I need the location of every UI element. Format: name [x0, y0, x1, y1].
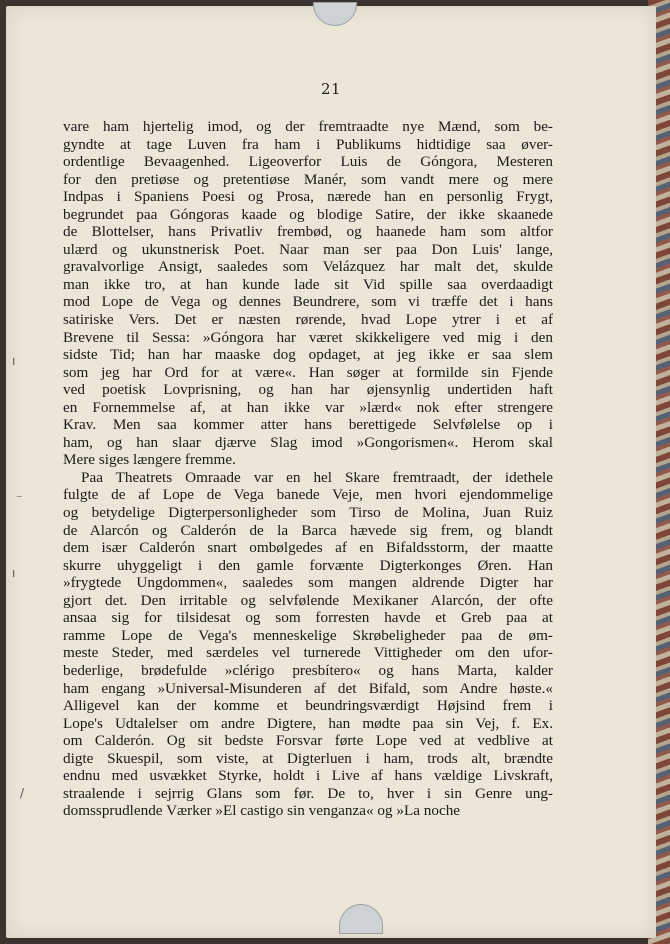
text-line: ulærd og ukunstnerisk Poet. Naar man ser paa Don Luis' lange,: [63, 240, 553, 258]
page-number: 21: [320, 80, 342, 98]
book-page: [6, 6, 656, 938]
text-line: ordentlige Bevaagenhed. Ligeoverfor Luis de Góngora, Mesteren: [63, 153, 553, 171]
page-clip-bottom: [339, 904, 383, 934]
text-line: mod Lope de Vega og dennes Beundrere, som vi træffe det i hans: [63, 293, 553, 311]
text-line: gyndte at tage Luven fra ham i Publikums hidtidige saa øver-: [63, 135, 553, 153]
page-clip-top: [313, 2, 357, 26]
margin-slash: /: [20, 786, 25, 800]
text-line: ham engang »Universal-Misunderen af det Bifald, som Andre høste.«: [63, 679, 553, 697]
text-line: fulgte de af Lope de Vega banede Veje, men hvori ejendommelige: [63, 486, 553, 504]
text-line: de Alarcón og Calderón de la Barca hævede sig frem, og blandt: [63, 521, 553, 539]
text-line: Alligevel kan der komme et beundringsværdigt Højsind frem i: [63, 697, 553, 715]
text-line: digte Skuespil, som viste, at Digterluen i ham, trods alt, brændte: [63, 749, 553, 767]
text-line: satiriske Vers. Det er næsten rørende, hvad Lope ytrer i et af: [63, 311, 553, 329]
body-text: [63, 118, 553, 820]
text-line: man ikke tro, at han kunde lade sit Vid spille saa overdaadigt: [63, 275, 553, 293]
margin-dash: ⁻: [16, 491, 23, 505]
text-line: vare ham hjertelig imod, og der fremtraadte nye Mænd, som be-: [63, 118, 553, 135]
text-line: begrundet paa Góngoras kaade og blodige Satire, der ikke skaanede: [63, 205, 553, 223]
text-line: skurre uhyggeligt i den gamle forvænte Digterkonges Øren. Han: [63, 556, 553, 574]
text-line: Lope's Udtalelser om andre Digtere, han mødte paa sin Vej, f. Ex.: [63, 714, 553, 732]
text-line: de Blottelser, hans Privatliv frembød, og haanede ham som altfor: [63, 223, 553, 241]
text-line: Paa Theatrets Omraade var en hel Skare fremtraadt, der idethele: [81, 468, 553, 486]
text-line: »frygtede Ungdommen«, saaledes som mangen aldrende Digter har: [63, 574, 553, 592]
text-line: for den pretiøse og pretentiøse Manér, som vandt mere og mere: [63, 170, 553, 188]
text-line: en Fornemmelse af, at han ikke var »lærd« nok efter strengere: [63, 398, 553, 416]
text-line: endnu med usvækket Styrke, holdt i Live af hans vældige Livskraft,: [63, 767, 553, 785]
margin-tick: ı: [12, 354, 16, 368]
text-line: gravalvorlige Ansigt, saaledes som Velázquez har malt det, skulde: [63, 258, 553, 276]
text-line: og betydelige Digterpersonligheder som Tirso de Molina, Juan Ruiz: [63, 504, 553, 522]
text-line: ansaa sig for tilsidesat og som forresten havde et Greb paa at: [63, 609, 553, 627]
text-line: ham, og han slaar djærve Slag imod »Gongorismen«. Herom skal: [63, 433, 553, 451]
text-line: om Calderón. Og sit bedste Forsvar førte Lope ved at vedblive at: [63, 732, 553, 750]
text-line: gjort det. Den irritable og selvfølende Mexikaner Alarcón, der ofte: [63, 591, 553, 609]
text-line: ved poetisk Lovprisning, og han har øjensynlig undertiden haft: [63, 381, 553, 399]
text-line: bederlige, brødefulde »clérigo presbítero« og hans Marta, kalder: [63, 661, 553, 679]
text-line: Indpas i Spaniens Poesi og Prosa, nærede han en personlig Frygt,: [63, 188, 553, 206]
text-line: Mere siges længere fremme.: [63, 451, 236, 469]
text-line: Krav. Men saa kommer atter hans berettigede Selvfølelse op i: [63, 416, 553, 434]
text-line: som jeg har Ord for at være«. Han søger at formilde sin Fjende: [63, 363, 553, 381]
text-line: meste Steder, med særdeles vel turnerede Vittigheder om den ufor-: [63, 644, 553, 662]
text-line: Brevene til Sessa: »Góngora har været skikkeligere ved mig i den: [63, 328, 553, 346]
text-line: domssprudlende Værker »El castigo sin venganza« og »La noche: [63, 802, 461, 820]
text-line: straalende i sejrrig Glans som før. De to, hver i sin Genre ung-: [63, 784, 553, 802]
margin-tick: ı: [12, 566, 16, 580]
text-line: sidste Tid; han har maaske dog opdaget, at jeg ikke er saa slem: [63, 346, 553, 364]
text-line: dem især Calderón snart ombølgedes af en Bifaldsstorm, der maatte: [63, 539, 553, 557]
text-line: ramme Lope de Vega's menneskelige Skrøbeligheder paa de øm-: [63, 626, 553, 644]
